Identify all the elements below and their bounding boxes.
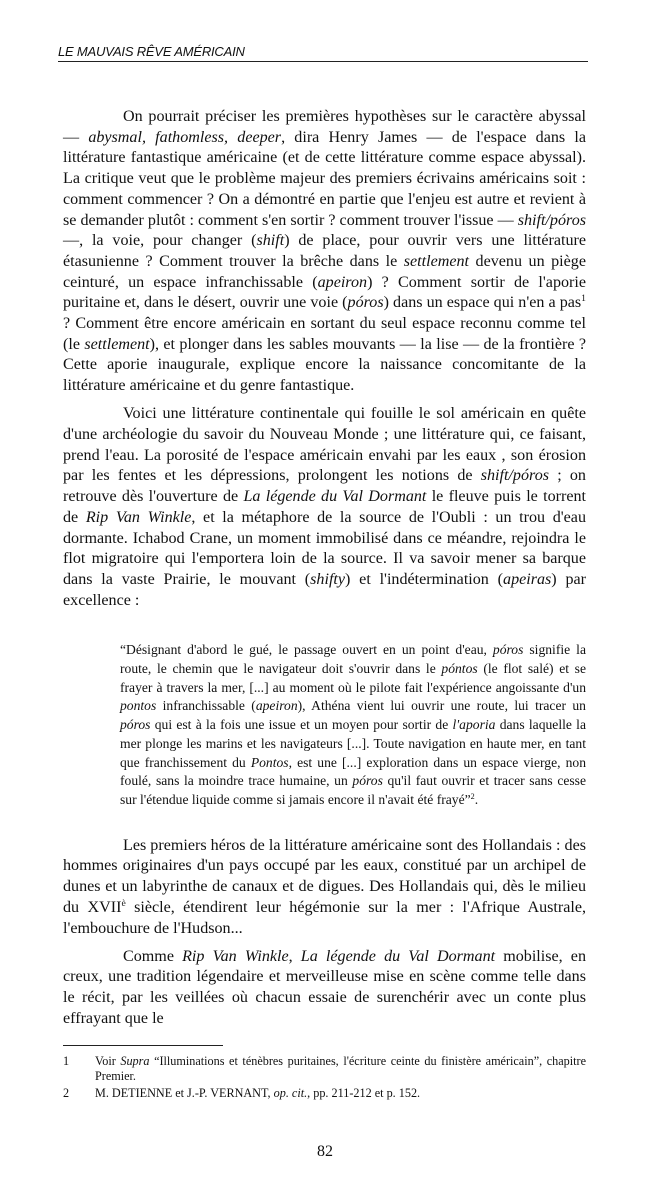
italic-text: La légende du Val Dormant: [243, 488, 427, 506]
italic-text: shift: [256, 232, 285, 250]
italic-text: Supra: [120, 1054, 150, 1069]
italic-text: póros: [492, 642, 524, 658]
paragraph: [63, 836, 586, 940]
footnote-number: 2: [63, 1085, 70, 1100]
italic-text: pontos: [120, 698, 157, 714]
footnote-divider: [63, 1045, 223, 1046]
text-run: le fleuve puis le torrent de: [63, 488, 586, 526]
italic-text: póros: [120, 717, 151, 733]
text-run: M. DETIENNE et J.-P. VERNANT,: [95, 1085, 274, 1100]
block-quote: [120, 641, 586, 809]
italic-text: apeiras: [503, 570, 552, 588]
text-run: ) de place, pour ouvrir vers une littérature étasunienne ? Comment trouver la brêche dans le: [63, 232, 587, 270]
book-page: [58, 0, 588, 1179]
text-run: “Illuminations et ténèbres puritaines, l'écriture ceinte du finistère américain”, chapitre Premier.: [95, 1054, 586, 1083]
italic-text: apeiron: [317, 273, 368, 291]
footnotes: [63, 1054, 586, 1102]
text-run: .: [474, 792, 479, 807]
italic-text: La légende du Val Dormant: [300, 947, 496, 965]
text-run: (le flot salé) et se frayer à travers la mer, [...] au moment où le pilote fait l'expérience angoissante d'un: [120, 661, 586, 695]
text-run: ) et l'indétermination (: [345, 570, 504, 588]
text-run: qui est à la fois une issue et un moyen pour sortir de: [150, 717, 453, 733]
italic-text: Rip Van Winkle: [182, 947, 289, 965]
page-number: 82: [317, 1143, 333, 1161]
footnote-text: [95, 1086, 586, 1101]
note-reference: è: [121, 898, 126, 910]
italic-text: póros: [352, 773, 383, 789]
text-run: ) dans un espace qui n'en a pas: [383, 294, 582, 312]
italic-text: shift/póros: [480, 467, 549, 485]
note-reference: 2: [470, 792, 475, 802]
footnote: [63, 1086, 586, 1101]
text-run: mobilise, en creux, une tradition légendaire et merveilleuse mise en scène comme telle dans le récit, par les veillées où chacun essaie de surenchérir avec un conte plus effrayant que le: [63, 947, 586, 1027]
page-body: [63, 107, 586, 1037]
italic-text: settlement: [403, 252, 470, 270]
text-run: Voici une littérature continentale qui fouille le sol américain en quête d'une archéologie du savoir du Nouveau Monde ; une littérature qui, ce faisant, prend l'eau. La porosité de l'espace américain envahi par les eaux , son érosion par les fentes et les dépressions, prolongent les notions de: [63, 405, 586, 485]
footnote-number: 1: [63, 1054, 70, 1069]
footnote: [63, 1054, 586, 1084]
text-run: qu'il faut ouvrir et tracer sans cesse sur l'étendue liquide comme si jamais encore il n'avait été frayé”: [120, 773, 586, 807]
page-spacer: [58, 1037, 588, 1045]
italic-text: póntos: [441, 661, 478, 677]
running-header: LE MAUVAIS RÊVE AMÉRICAIN: [58, 44, 588, 62]
text-run: , est une [...] exploration dans un espace vierge, non foulé, sans la moindre trace humaine, un: [120, 754, 586, 789]
italic-text: op. cit.: [273, 1085, 308, 1100]
text-run: infranchissable (: [156, 698, 256, 714]
italic-text: settlement: [84, 335, 150, 353]
footnote-text: [95, 1054, 586, 1084]
paragraph: [63, 947, 586, 1030]
text-run: dans laquelle la mer plonge les marins et les navigateurs [...]. Toute navigation en haute mer, en tant que franchissement du: [120, 717, 586, 770]
note-reference: 1: [581, 293, 586, 305]
text-run: ? Comment être encore américain en sortant du seul espace reconnu comme tel (le: [63, 315, 586, 353]
text-run: Voir: [95, 1054, 121, 1069]
paragraph: [63, 404, 586, 611]
text-run: ) par excellence :: [63, 570, 586, 609]
text-run: signifie la route, le chemin que le navigateur doit s'ouvrir dans le: [120, 642, 586, 677]
paragraph: [63, 107, 586, 397]
text-run: devenu un piège ceinturé, un espace infranchissable (: [63, 252, 586, 291]
text-run: , pp. 211-212 et p. 152.: [307, 1085, 421, 1100]
italic-text: abysmal, fathomless, deeper: [88, 128, 282, 146]
text-run: ), Athéna vient lui ouvrir une route, lui tracer un: [297, 698, 586, 714]
text-run: ,: [288, 947, 301, 965]
italic-text: shifty: [310, 570, 346, 588]
italic-text: apeiron: [255, 698, 298, 714]
text-run: , dira Henry James — de l'espace dans la littérature fantastique américaine (et de cette littérature comme espace abyssal). La critique veut que le problème majeur des premiers écrivains américains soit : comment commencer ? On a démontré en partie que l'enjeu est autre et revient à se demander plutôt : comment s'en sortir ? comment trouver l'issue —: [63, 128, 586, 229]
italic-text: Rip Van Winkle: [85, 508, 192, 526]
text-run: ; on retrouve dès l'ouverture de: [63, 467, 586, 506]
text-run: ), et plonger dans les sables mouvants — la lise — de la frontière ? Cette aporie inaugurale, explique encore la naissance concomitante de la littérature américaine et du genre fantastique.: [63, 335, 587, 395]
italic-text: póros: [347, 294, 384, 312]
text-run: ) ? Comment sortir de l'aporie puritaine et, dans le désert, ouvrir une voie (: [63, 273, 587, 312]
text-run: siècle, étendirent leur hégémonie sur la mer : l'Afrique Australe, l'embouchure de l'Hudson...: [63, 898, 586, 937]
italic-text: l'aporia: [452, 717, 496, 733]
text-run: Comme: [123, 947, 183, 965]
text-run: Les premiers héros de la littérature américaine sont des Hollandais : des hommes originaires d'un pays occupé par les eaux, constitué par un archipel de dunes et un labyrinthe de canaux et de digues. Des Hollandais qui, dès le milieu du XVII: [63, 836, 586, 916]
text-run: , et la métaphore de la source de l'Oubli : un trou d'eau dormante. Ichabod Crane, un moment immobilisé dans ce méandre, rejoindra le flot migratoire qui l'emportera loin de la source. Il va savoir mener sa barque dans la vaste Prairie, le mouvant (: [63, 508, 586, 588]
text-run: —, la voie, pour changer (: [63, 232, 257, 250]
text-run: On pourrait préciser les premières hypothèses sur le caractère abyssal —: [63, 108, 586, 146]
text-run: “Désignant d'abord le gué, le passage ouvert en un point d'eau,: [120, 642, 493, 658]
italic-text: Pontos: [250, 754, 289, 770]
italic-text: shift/póros: [517, 211, 586, 229]
